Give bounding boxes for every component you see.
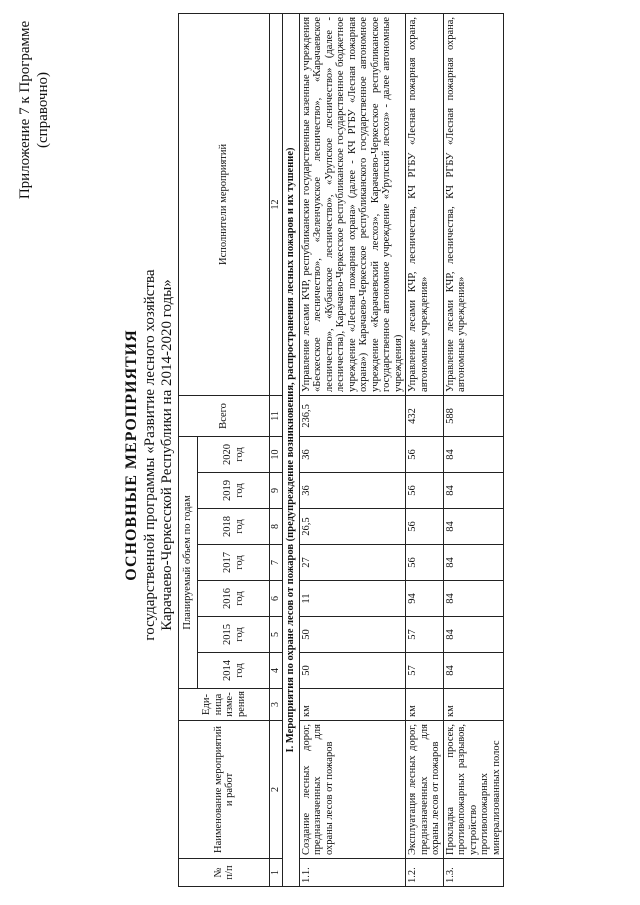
row-name: Создание лесных дорог, предназначенных для охраны лесов от пожаров (299, 721, 406, 859)
row-value-2016: 94 (406, 581, 444, 617)
appendix-line: Приложение 7 к Программе (17, 20, 33, 200)
header-total: Всего (179, 395, 270, 436)
header-name: Наименование мероприятий и работ (179, 721, 270, 859)
row-unit: км (443, 689, 504, 721)
column-number: 4 (270, 653, 283, 689)
table-row (443, 13, 504, 886)
row-unit: км (406, 689, 444, 721)
row-total: 432 (406, 395, 444, 436)
column-number: 8 (270, 509, 283, 545)
section-row (283, 13, 300, 886)
document-title: ОСНОВНЫЕ МЕРОПРИЯТИЯ (123, 329, 140, 581)
row-value-2014: 57 (406, 653, 444, 689)
column-number: 3 (270, 689, 283, 721)
header-year: 2014 год (198, 653, 270, 689)
header-year: 2017 год (198, 545, 270, 581)
row-value-2016: 11 (299, 581, 406, 617)
row-executors: Управление лесами КЧР, лесничества, КЧ РГБУ «Лесная пожарная охрана, автономные учреждения» (406, 13, 444, 395)
column-number: 9 (270, 473, 283, 509)
header-year: 2018 год (198, 509, 270, 545)
row-num: 1.3. (443, 859, 504, 887)
header-unit: Еди-ница изме-рения (179, 689, 270, 721)
column-numbers-row (270, 13, 283, 886)
document-subtitle-line1: государственной программы «Развитие лесного хозяйства (142, 269, 158, 641)
row-value-2019: 56 (406, 473, 444, 509)
row-value-2017: 84 (443, 545, 504, 581)
row-value-2018: 84 (443, 509, 504, 545)
column-number: 5 (270, 617, 283, 653)
row-value-2015: 84 (443, 617, 504, 653)
table-row (406, 13, 444, 886)
header-year: 2015 год (198, 617, 270, 653)
row-value-2016: 84 (443, 581, 504, 617)
row-value-2020: 56 (406, 436, 444, 472)
row-value-2015: 50 (299, 617, 406, 653)
row-value-2019: 36 (299, 473, 406, 509)
row-name: Прокладка просек, противопожарных разрывов, устройство противопожарных минерализованных полос (443, 721, 504, 859)
header-num: № п/п (179, 859, 270, 887)
row-unit: км (299, 689, 406, 721)
row-value-2014: 50 (299, 653, 406, 689)
row-value-2014: 84 (443, 653, 504, 689)
appendix-note (16, 15, 52, 205)
column-number: 11 (270, 395, 283, 436)
column-number: 12 (270, 13, 283, 395)
column-number: 7 (270, 545, 283, 581)
document-subtitle-line2: Карачаево-Черкесской Республики на 2014-2020 годы» (159, 279, 175, 631)
column-number: 6 (270, 581, 283, 617)
section-title: I. Мероприятия по охране лесов от пожаров (предупреждение возникновения, распространения лесных пожаров и их тушение) (283, 13, 300, 886)
appendix-status: (справочно) (35, 72, 51, 148)
header-planned: Планируемый объем по годам (179, 436, 198, 688)
row-num: 1.2. (406, 859, 444, 887)
header-row (179, 13, 198, 886)
header-year: 2020 год (198, 436, 270, 472)
column-number: 10 (270, 436, 283, 472)
row-value-2017: 27 (299, 545, 406, 581)
column-number: 2 (270, 721, 283, 859)
row-value-2019: 84 (443, 473, 504, 509)
header-year: 2019 год (198, 473, 270, 509)
row-value-2020: 84 (443, 436, 504, 472)
row-num: 1.1. (299, 859, 406, 887)
header-year: 2016 год (198, 581, 270, 617)
row-total: 236,5 (299, 395, 406, 436)
row-executors: Управление лесами КЧР, республиканские государственные казенные учреждения «Бескесское лесничество», «Зеленчукское лесничество», «Карачаевское лесничество», «Кубанское лесничество», «Урупское лесничество» (далее - лесничества), Карачаево-Черкесское республиканское государственное бюджетное учреждение «Лесная пожарная охрана» (далее - КЧ РГБУ «Лесная пожарная охрана») Карачаево-Черкесское республиканского государственное автономное учреждение «Карачаевский лесхоз», Карачаево-Черкесское республиканское государственное автономное учреждение «Урупский лесхоз» - далее автономные учреждения) (299, 13, 406, 395)
measures-table (178, 13, 504, 887)
table-row (299, 13, 406, 886)
row-name: Эксплуатация лесных дорог, предназначенных для охраны лесов от пожаров (406, 721, 444, 859)
column-number: 1 (270, 859, 283, 887)
row-value-2020: 36 (299, 436, 406, 472)
title-block (122, 135, 176, 775)
header-executors: Исполнители мероприятий (179, 13, 270, 395)
row-value-2015: 57 (406, 617, 444, 653)
row-total: 588 (443, 395, 504, 436)
row-executors: Управление лесами КЧР, лесничества, КЧ РГБУ «Лесная пожарная охрана, автономные учреждения» (443, 13, 504, 395)
row-value-2018: 56 (406, 509, 444, 545)
row-value-2017: 56 (406, 545, 444, 581)
row-value-2018: 26,5 (299, 509, 406, 545)
